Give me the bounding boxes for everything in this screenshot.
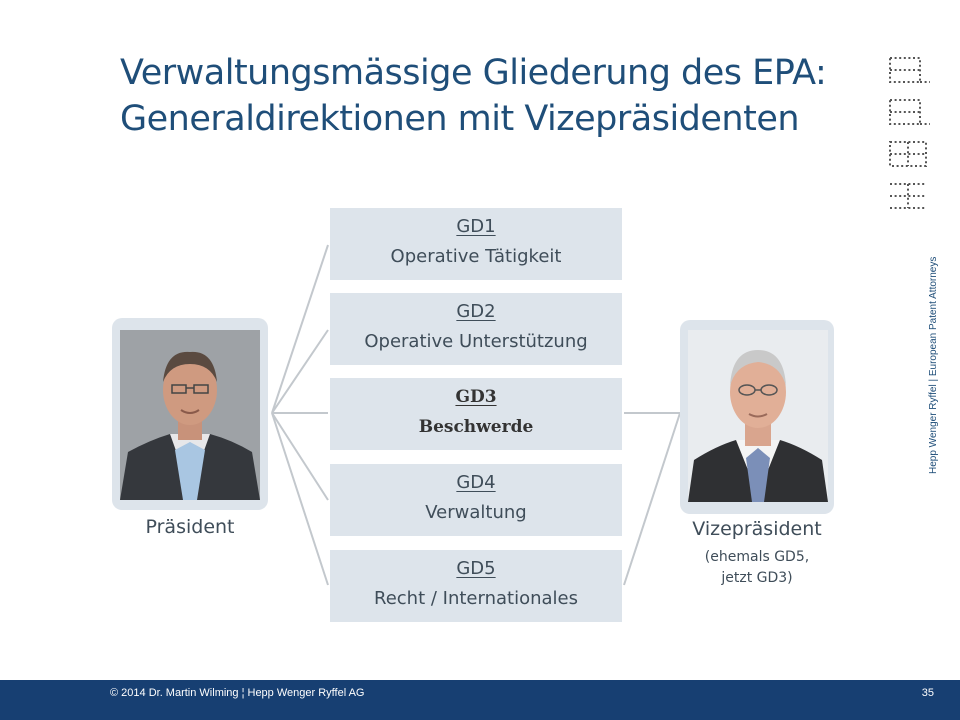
connector-president-gd5 [272, 413, 328, 585]
president-photo [120, 330, 260, 500]
logo-letter-r [890, 142, 926, 166]
gd4-box [330, 464, 622, 536]
gd2-name: Operative Unterstützung [364, 331, 588, 352]
brand-vertical-text: Hepp Wenger Ryffel | European Patent Attorneys [928, 256, 939, 474]
logo-letter-h [890, 58, 930, 82]
gd4-code[interactable]: GD4 [456, 472, 496, 493]
gd4-name: Verwaltung [425, 502, 527, 523]
vicepresident-note [672, 547, 842, 589]
logo-letter-e [890, 184, 926, 208]
gd5-name: Recht / Internationales [374, 588, 578, 609]
gd2-code[interactable]: GD2 [456, 301, 496, 322]
connector-president-gd1 [272, 245, 328, 413]
vicepresident-note-line-2: jetzt GD3) [721, 570, 793, 586]
footer-copyright: © 2014 Dr. Martin Wilming ¦ Hepp Wenger Ryffel AG [110, 687, 365, 699]
gd5-code[interactable]: GD5 [456, 558, 496, 579]
connector-president-gd2 [272, 330, 328, 413]
gd1-box [330, 208, 622, 280]
vicepresident-note-line-1: (ehemals GD5, [704, 549, 810, 565]
gd3-code[interactable]: GD3 [455, 387, 497, 407]
gd1-name: Operative Tätigkeit [390, 246, 562, 267]
vicepresident-photo [688, 330, 828, 502]
logo-letter-w [890, 100, 930, 124]
slide-title-line-2: Generaldirektionen mit Vizepräsidenten [120, 99, 800, 139]
president-label: Präsident [145, 516, 235, 538]
gd3-box [330, 378, 622, 450]
footer-bar [0, 680, 960, 720]
gd3-name: Beschwerde [418, 417, 534, 437]
connector-president-gd4 [272, 413, 328, 500]
vicepresident-label: Vizepräsident [692, 518, 822, 540]
brand-logo [886, 54, 934, 214]
slide-title-line-1: Verwaltungsmässige Gliederung des EPA: [120, 53, 827, 93]
footer-page-number: 35 [921, 687, 934, 699]
gd5-box [330, 550, 622, 622]
gd2-box [330, 293, 622, 365]
gd1-code[interactable]: GD1 [456, 216, 496, 237]
